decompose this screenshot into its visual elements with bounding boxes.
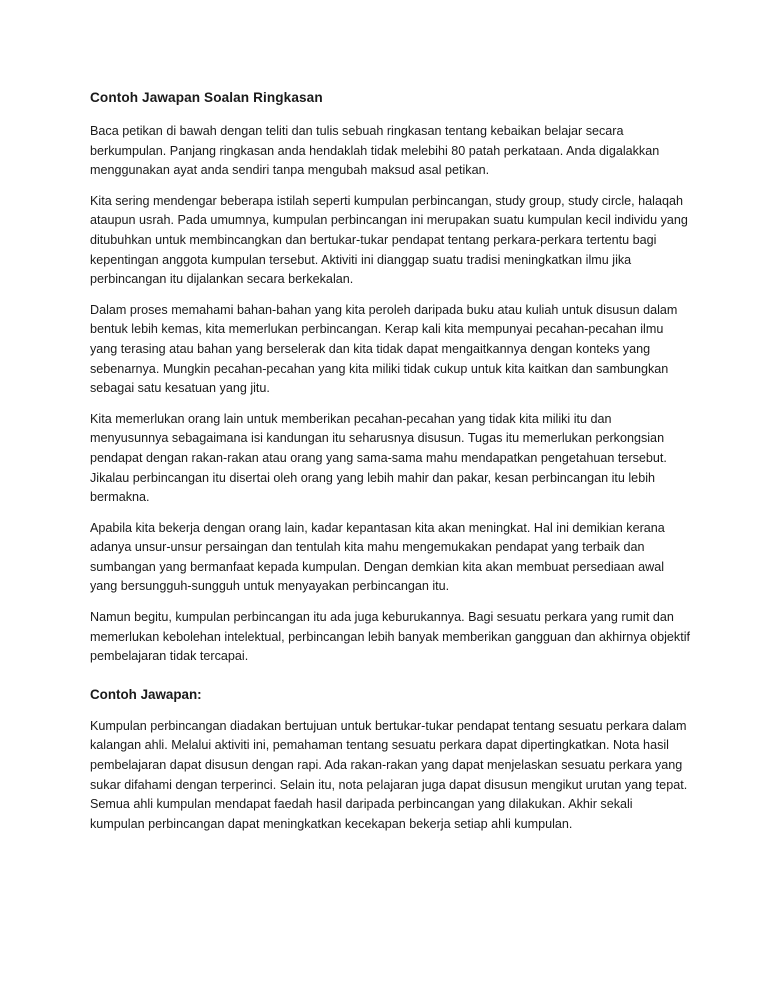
passage-paragraph-5: Namun begitu, kumpulan perbincangan itu ada juga keburukannya. Bagi sesuatu perkara yang rumit dan memerlukan kebolehan intelektual, perbincangan lebih banyak memberikan gangguan dan akhirnya objektif pembelajaran tidak tercapai. bbox=[90, 610, 690, 664]
document-title: Contoh Jawapan Soalan Ringkasan bbox=[90, 90, 323, 105]
passage-paragraph-2: Dalam proses memahami bahan-bahan yang kita peroleh daripada buku atau kuliah untuk disusun dalam bentuk lebih kemas, kita memerlukan perbincangan. Kerap kali kita mempunyai pecahan-pecahan ilmu yang terasing atau bahan yang berselerak dan kita tidak dapat mengaitkannya dengan konteks yang sebenarnya. Mungkin pecahan-pecahan yang kita miliki tidak cukup untuk kita kaitkan dan sambungkan sebagai satu kesatuan yang jitu. bbox=[90, 302, 678, 396]
passage-paragraph-3: Kita memerlukan orang lain untuk memberikan pecahan-pecahan yang tidak kita miliki itu dan menyusunnya sebagaimana isi kandungan itu seharusnya disusun. Tugas itu memerlukan perkongsian pendapat dengan rakan-rakan atau orang yang sama-sama mahu mendapatkan pengetahuan tersebut. Jikalau perbincangan itu disertai oleh orang yang lebih mahir dan pakar, kesan perbincangan itu lebih bermakna. bbox=[90, 411, 667, 505]
passage-paragraph-4: Apabila kita bekerja dengan orang lain, kadar kepantasan kita akan meningkat. Hal ini demikian kerana adanya unsur-unsur persaingan dan tentulah kita mahu mengemukakan pendapat yang terbaik dan sumbangan yang bermanfaat kepada kumpulan. Dengan demkian kita akan membuat persediaan awal yang bersungguh-sungguh untuk menyayakan perbincangan itu. bbox=[90, 520, 665, 594]
answer-heading: Contoh Jawapan: bbox=[90, 686, 202, 702]
passage-paragraph-1: Kita sering mendengar beberapa istilah seperti kumpulan perbincangan, study group, study circle, halaqah ataupun usrah. Pada umumnya, kumpulan perbincangan ini merupakan suatu kumpulan kecil individu yang ditubuhkan untuk membincangkan dan bertukar-tukar pendapat tentang perkara-perkara tertentu bagi kepentingan anggota kumpulan tersebut. Aktiviti ini dianggap suatu tradisi meningkatkan ilmu jika perbincangan itu dijalankan secara berkekalan. bbox=[90, 193, 688, 287]
instruction-paragraph: Baca petikan di bawah dengan teliti dan tulis sebuah ringkasan tentang kebaikan belajar secara berkumpulan. Panjang ringkasan anda hendaklah tidak melebihi 80 patah perkataan. Anda digalakkan menggunakan ayat anda sendiri tanpa mengubah maksud asal petikan. bbox=[90, 124, 660, 178]
answer-paragraph: Kumpulan perbincangan diadakan bertujuan untuk bertukar-tukar pendapat tentang sesuatu perkara dalam kalangan ahli. Melalui aktiviti ini, pemahaman tentang sesuatu perkara dapat dipertingkatkan. Nota hasil pembelajaran dapat disusun dengan rapi. Ada rakan-rakan yang dapat menjelaskan sesuatu perkara yang sukar difahami dengan terperinci. Selain itu, nota pelajaran juga dapat disusun mengikut urutan yang tepat. Semua ahli kumpulan mendapat faedah hasil daripada perbincangan yang dilakukan. Akhir sekali kumpulan perbincangan dapat meningkatkan kecekapan bekerja setiap ahli kumpulan. bbox=[90, 718, 688, 831]
document-page bbox=[90, 88, 690, 845]
